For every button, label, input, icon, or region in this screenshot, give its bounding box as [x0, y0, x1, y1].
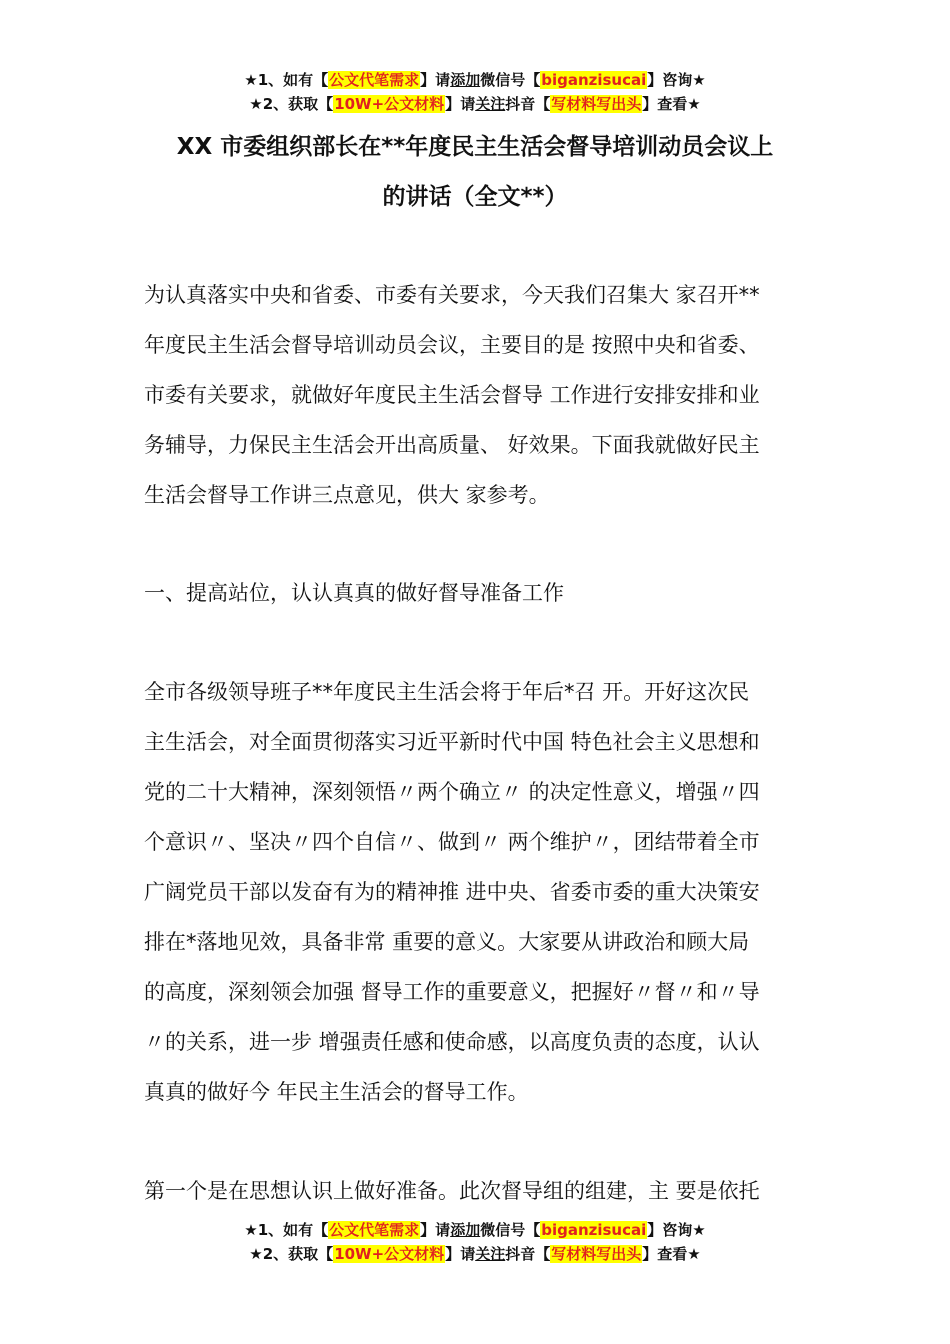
text-line: 全市各级领导班子**年度民主生活会将于年后*召 开。开好这次民 [144, 680, 750, 704]
title-line-2: 的讲话（全文**） [382, 184, 568, 210]
top-promo-banner [0, 68, 950, 116]
paragraph-intro [144, 270, 809, 520]
promo-line-2: ★2、获取【10W+公文材料】请关注抖音【写材料写出头】查看★ [249, 1245, 701, 1263]
text-line: 党的二十大精神，深刻领悟〃两个确立〃 的决定性意义，增强〃四 [144, 780, 760, 804]
text-line: 年度民主生活会督导培训动员会议，主要目的是 按照中央和省委、 [144, 333, 760, 357]
promo-line-2: ★2、获取【10W+公文材料】请关注抖音【写材料写出头】查看★ [249, 95, 701, 113]
text-line: 真真的做好今 年民主生活会的督导工作。 [144, 1080, 529, 1104]
text-line: 个意识〃、坚决〃四个自信〃、做到〃 两个维护〃，团结带着全市 [144, 830, 760, 854]
text-line: 排在*落地见效，具备非常 重要的意义。大家要从讲政治和顾大局 [144, 930, 750, 954]
bottom-promo-banner [0, 1218, 950, 1266]
text-line: 的高度，深刻领会加强 督导工作的重要意义，把握好〃督〃和〃导 [144, 980, 760, 1004]
text-line: 务辅导，力保民主生活会开出高质量、 好效果。下面我就做好民主 [144, 433, 760, 457]
text-line: 市委有关要求，就做好年度民主生活会督导 工作进行安排安排和业 [144, 383, 760, 407]
text-line: 主生活会，对全面贯彻落实习近平新时代中国 特色社会主义思想和 [144, 730, 760, 754]
document-title [140, 122, 810, 222]
text-line: 广阔党员干部以发奋有为的精神推 进中央、省委市委的重大决策安 [144, 880, 760, 904]
heading-text: 一、提高站位，认认真真的做好督导准备工作 [144, 581, 564, 605]
promo-line-1: ★1、如有【公文代笔需求】请添加微信号【biganzisucai】咨询★ [244, 71, 706, 89]
paragraph-section-1 [144, 667, 809, 1117]
section-heading-1 [144, 568, 809, 618]
text-line: 第一个是在思想认识上做好准备。此次督导组的组建，主 要是依托 [144, 1179, 760, 1203]
title-line-1: XX 市委组织部长在**年度民主生活会督导培训动员会议上 [176, 134, 774, 160]
text-line: 生活会督导工作讲三点意见，供大 家参考。 [144, 483, 550, 507]
promo-line-1: ★1、如有【公文代笔需求】请添加微信号【biganzisucai】咨询★ [244, 1221, 706, 1239]
paragraph-first-point [144, 1166, 809, 1216]
text-line: 为认真落实中央和省委、市委有关要求，今天我们召集大 家召开** [144, 283, 760, 307]
text-line: 〃的关系，进一步 增强责任感和使命感，以高度负责的态度，认认 [144, 1030, 760, 1054]
